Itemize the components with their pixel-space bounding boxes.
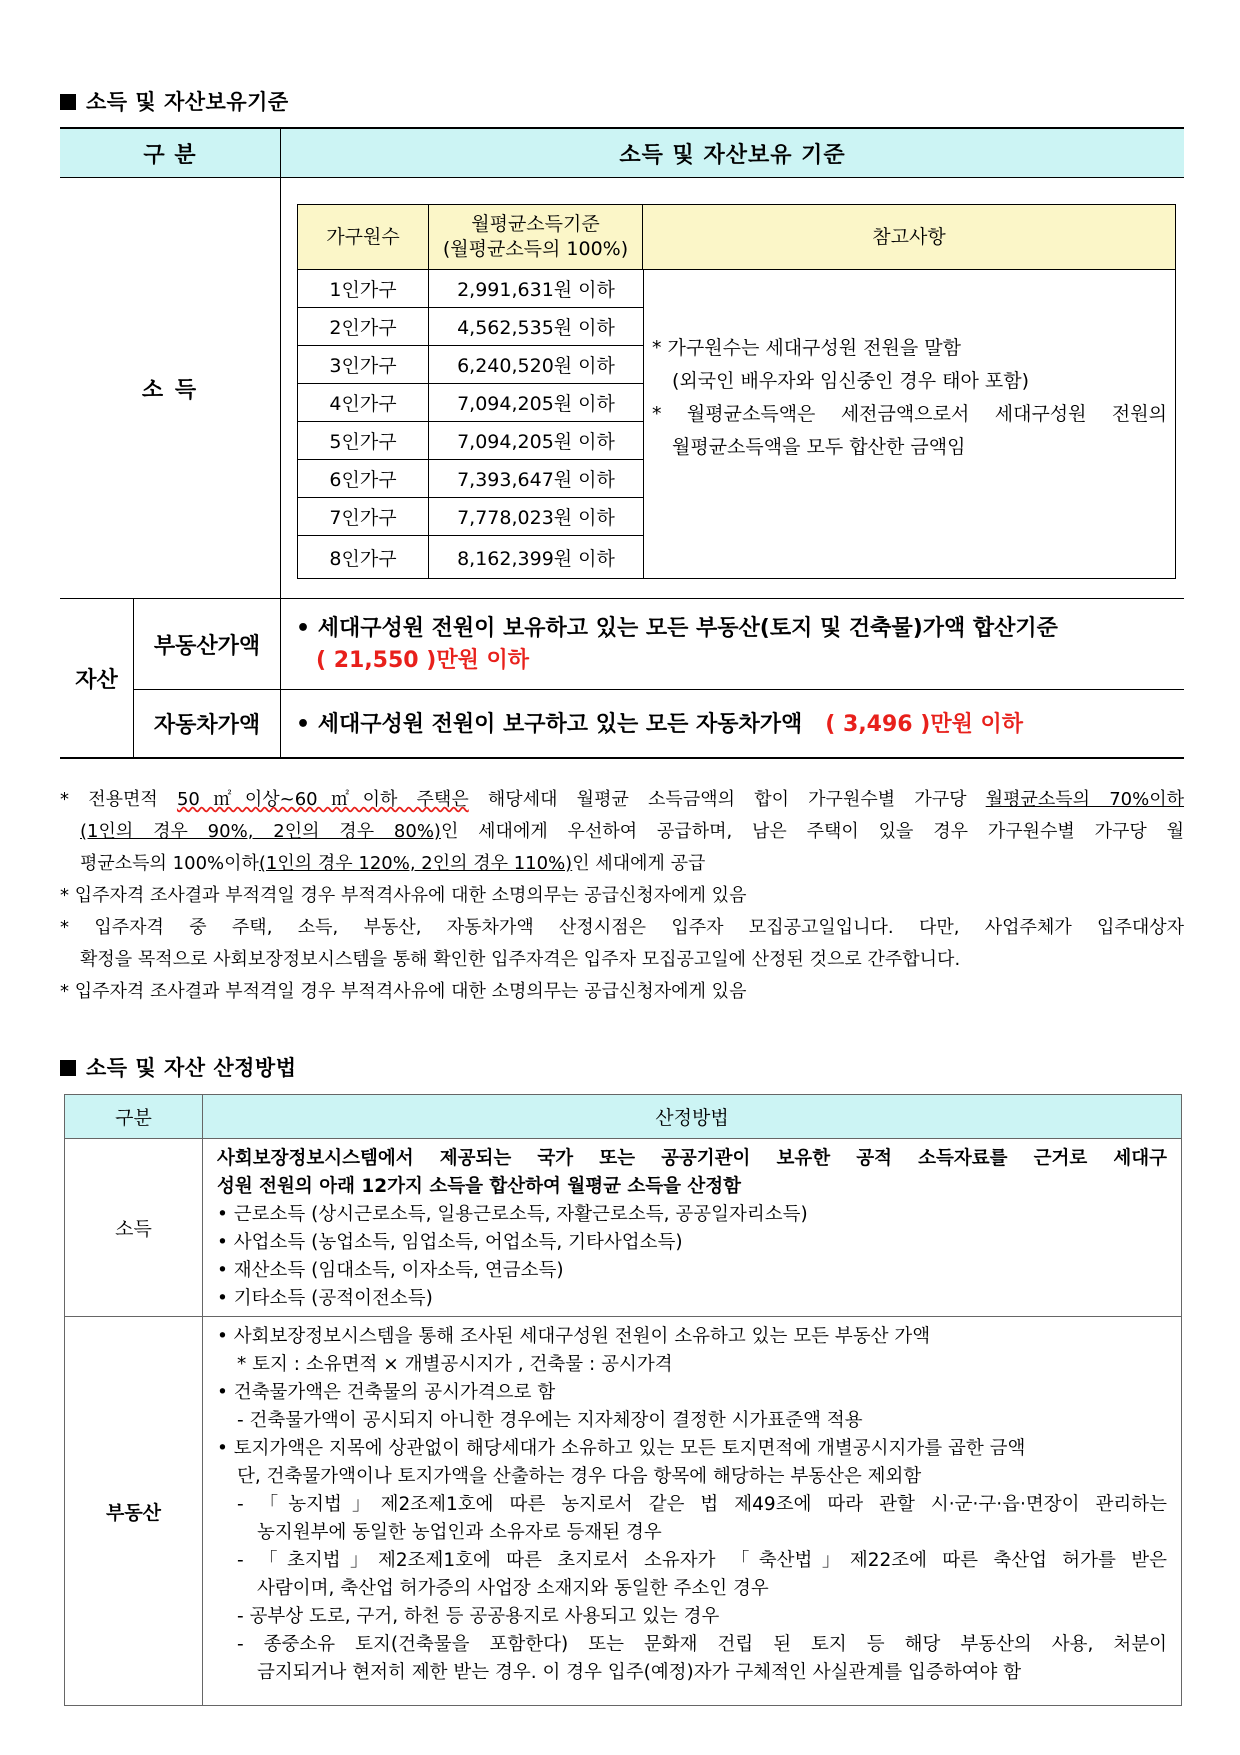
header-category: 구 분: [60, 129, 280, 177]
monthly-income-table: [297, 204, 1176, 579]
header-criteria: 소득 및 자산보유 기준: [281, 129, 1184, 177]
income-label: 소 득: [141, 377, 199, 403]
table-row: 8인가구 8,162,399원 이하: [298, 535, 643, 578]
footnote-explanation-2: * 입주자격 조사결과 부적격일 경우 부적격사유에 대한 소명의무는 공급신청자에게 있음: [60, 981, 747, 1002]
table-row: 1인가구 2,991,631원 이하: [298, 269, 643, 307]
table-row: 4인가구 7,094,205원 이하: [298, 383, 643, 421]
section2-title: 소득 및 자산 산정방법: [60, 1052, 297, 1082]
car-criteria: • 세대구성원 전원이 보구하고 있는 모든 자동차가액 ( 3,496 )만원 이하: [296, 712, 1023, 737]
footnote-priority: * 전용면적 50㎡이상~60㎡이하 주택은 해당세대 월평균 소득금액의 합이 가구원수별 가구당 월평균소득의 70%이하: [60, 789, 1185, 810]
table-row: 6인가구 7,393,647원 이하: [298, 459, 643, 497]
footnotes: * 전용면적 50㎡이상~60㎡이하 주택은 해당세대 월평균 소득금액의 합이 가구원수별 가구당 월평균소득의 70%이하 (1인의 경우 90%, 2인의 경우 80%)인 세대에게 우선하여 공급하며, 남은 주택이 있을 경우 가구원수별 가구당 월 평균소득의 100%이하(1인의 경우 120%, 2인의 경우 110%)인 세대에게 공급 * 입주자격 조사결과 부적격일 경우 부적격사유에 대한 소명의무는 공급신청자에게 있음 * 입주자격 중 주택, 소득, 부동산, 자동차가액 산정시점은 입주자 모집공고일입니다. 다만, 사업주체가 입주대상자 확정을 목적으로 사회보장정보시스템을 통해 확인한 입주자격은 입주자 모집공고일에 산정된 것으로 간주합니다. * 입주자격 조사결과 부적격일 경우 부적격사유에 대한 소명의무는 공급신청자에게 있음: [60, 784, 1184, 1008]
col-income-standard: 월평균소득기준 (월평균소득의 100%): [429, 205, 643, 269]
footnote-explanation: * 입주자격 조사결과 부적격일 경우 부적격사유에 대한 소명의무는 공급신청자에게 있음: [60, 885, 747, 906]
table-row: 3인가구 6,240,520원 이하: [298, 345, 643, 383]
income-method: 사회보장정보시스템에서 제공되는 국가 또는 공공기관이 보유한 공적 소득자료를 근거로 세대구 성원 전원의 아래 12가지 소득을 합산하여 월평균 소득을 산정함 • 근로소득 (상시근로소득, 일용근로소득, 자활근로소득, 공공일자리소득) • 사업소득 (농업소득, 임업소득, 어업소득, 기타사업소득) • 재산소득 (임대소득, 이자소득, 연금소득) • 기타소득 (공적이전소득): [203, 1139, 1181, 1317]
asset-label: 자산: [75, 667, 118, 693]
realestate-method-label: 부동산: [65, 1317, 203, 1705]
square-bullet-icon: [60, 1060, 76, 1076]
section1-title: 소득 및 자산보유기준: [60, 86, 289, 116]
table-row: 2인가구 4,562,535원 이하: [298, 307, 643, 345]
realestate-method: • 사회보장정보시스템을 통해 조사된 세대구성원 전원이 소유하고 있는 모든 부동산 가액 * 토지 : 소유면적 × 개별공시지가 , 건축물 : 공시가격 • 건축물가액은 건축물의 공시가격으로 함 - 건축물가액이 공시되지 아니한 경우에는 지자체장이 결정한 시가표준액 적용 • 토지가액은 지목에 상관없이 해당세대가 소유하고 있는 모든 토지면적에 개별공시지가를 곱한 금액 단, 건축물가액이나 토지가액을 산출하는 경우 다음 항목에 해당하는 부동산은 제외함 - 「농지법」제2조제1호에 따른 농지로서 같은 법 제49조에 따라 관할 시·군·구·읍·면장이 관리하는 농지원부에 동일한 농업인과 소유자로 등재된 경우 - 「초지법」제2조제1호에 따른 초지로서 소유자가 「축산법」제22조에 따른 축산업 허가를 받은 사람이며, 축산업 허가증의 사업장 소재지와 동일한 주소인 경우 - 공부상 도로, 구거, 하천 등 공공용지로 사용되고 있는 경우 - 종중소유 토지(건축물을 포함한다) 또는 문화재 건립 된 토지 등 해당 부동산의 사용, 처분이 금지되거나 현저히 제한 받는 경우. 이 경우 입주(예정)자가 구체적인 사실관계를 입증하여야 함: [217, 1326, 1167, 1683]
table-row: 7인가구 7,778,023원 이하: [298, 497, 643, 535]
square-bullet-icon: [60, 94, 76, 110]
col-household-size: 가구원수: [298, 205, 429, 269]
realestate-label: 부동산가액: [153, 633, 261, 659]
footnote-timing: * 입주자격 중 주택, 소득, 부동산, 자동차가액 산정시점은 입주자 모집공고일입니다. 다만, 사업주체가 입주대상자: [60, 917, 1184, 938]
realestate-criteria: • 세대구성원 전원이 보유하고 있는 모든 부동산(토지 및 건축물)가액 합산기준 ( 21,550 )만원 이하: [296, 616, 1058, 673]
header-method: 산정방법: [203, 1095, 1181, 1139]
income-notes: * 가구원수는 세대구성원 전원을 말함 (외국인 배우자와 임신중인 경우 태아 포함) * 월평균소득액은 세전금액으로서 세대구성원 전원의 월평균소득액을 모두 합산한 금액임: [643, 269, 1175, 578]
income-method-label: 소득: [65, 1139, 203, 1317]
calculation-method-table: [64, 1094, 1182, 1706]
col-notes: 참고사항: [643, 205, 1175, 269]
header-category: 구분: [65, 1095, 203, 1139]
car-label: 자동차가액: [153, 713, 261, 738]
table-row: 5인가구 7,094,205원 이하: [298, 421, 643, 459]
